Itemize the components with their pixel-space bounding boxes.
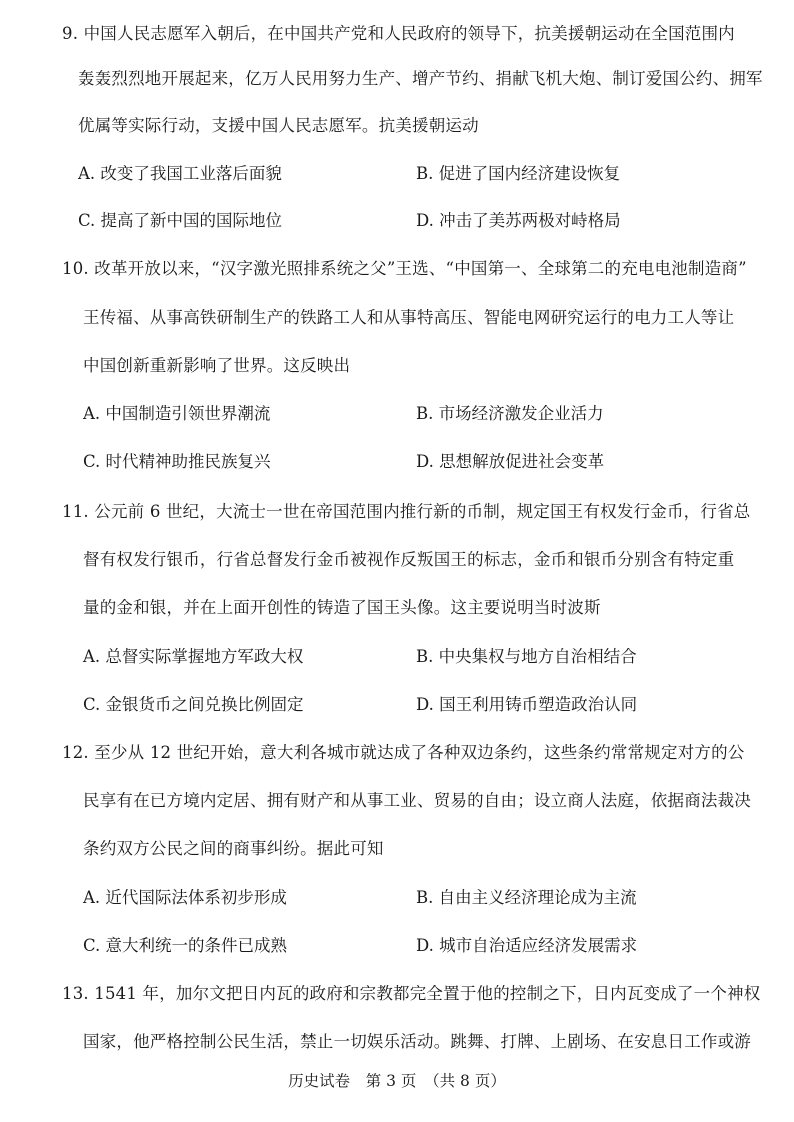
- question-12-option-c[interactable]: C. 意大利统一的条件已成熟: [83, 936, 288, 955]
- question-12-option-d[interactable]: D. 城市自治适应经济发展需求: [416, 936, 638, 955]
- question-11-line-1: 11. 公元前 6 世纪，大流士一世在帝国范围内推行新的币制，规定国王有权发行金币，行省总: [62, 502, 751, 521]
- question-10-option-c[interactable]: C. 时代精神助推民族复兴: [83, 452, 271, 471]
- question-11-line-3: 量的金和银，并在上面开创性的铸造了国王头像。这主要说明当时波斯: [83, 598, 601, 617]
- question-11-option-c[interactable]: C. 金银货币之间兑换比例固定: [83, 695, 304, 714]
- question-10-line-3: 中国创新重新影响了世界。这反映出: [83, 356, 351, 375]
- question-9-option-a[interactable]: A. 改变了我国工业落后面貌: [78, 164, 282, 183]
- question-9-option-b[interactable]: B. 促进了国内经济建设恢复: [416, 164, 621, 183]
- question-13-line-1: 13. 1541 年，加尔文把日内瓦的政府和宗教都完全置于他的控制之下，日内瓦变成了一个神权: [62, 984, 761, 1003]
- question-12-line-2: 民享有在已方境内定居、拥有财产和从事工业、贸易的自由；设立商人法庭，依据商法裁决: [83, 791, 751, 810]
- question-11-line-2: 督有权发行银币，行省总督发行金币被视作反叛国王的标志，金币和银币分别含有特定重: [83, 550, 735, 569]
- question-11-option-d[interactable]: D. 国王利用铸币塑造政治认同: [416, 695, 638, 714]
- question-12-line-1: 12. 至少从 12 世纪开始，意大利各城市就达成了各种双边条约，这些条约常常规定对方的公: [62, 743, 745, 762]
- question-10-line-2: 王传福、从事高铁研制生产的铁路工人和从事特高压、智能电网研究运行的电力工人等让: [83, 308, 735, 327]
- question-12-line-3: 条约双方公民之间的商事纠纷。据此可知: [83, 839, 384, 858]
- page-footer: 历史试卷 第 3 页 （共 8 页）: [288, 1072, 506, 1090]
- question-11-option-b[interactable]: B. 中央集权与地方自治相结合: [416, 647, 637, 666]
- question-9-line-3: 优属等实际行动，支援中国人民志愿军。抗美援朝运动: [78, 116, 479, 135]
- question-10-line-1: 10. 改革开放以来，“汉字激光照排系统之父”王选、“中国第一、全球第二的充电电池制造商”: [62, 259, 747, 278]
- question-12-option-a[interactable]: A. 近代国际法体系初步形成: [83, 888, 287, 907]
- question-10-option-d[interactable]: D. 思想解放促进社会变革: [416, 452, 605, 471]
- question-9-line-1: 9. 中国人民志愿军入朝后，在中国共产党和人民政府的领导下，抗美援朝运动在全国范围内: [62, 24, 735, 43]
- question-10-option-a[interactable]: A. 中国制造引领世界潮流: [83, 404, 271, 423]
- question-13-line-2: 国家，他严格控制公民生活，禁止一切娱乐活动。跳舞、打牌、上剧场、在安息日工作或游: [83, 1032, 751, 1051]
- question-9-option-c[interactable]: C. 提高了新中国的国际地位: [78, 211, 283, 230]
- question-9-option-d[interactable]: D. 冲击了美苏两极对峙格局: [416, 211, 621, 230]
- question-10-option-b[interactable]: B. 市场经济激发企业活力: [416, 404, 604, 423]
- question-9-line-2: 轰轰烈烈地开展起来，亿万人民用努力生产、增产节约、捐献飞机大炮、制订爱国公约、拥军: [78, 69, 763, 88]
- question-12-option-b[interactable]: B. 自由主义经济理论成为主流: [416, 888, 637, 907]
- question-11-option-a[interactable]: A. 总督实际掌握地方军政大权: [83, 647, 304, 666]
